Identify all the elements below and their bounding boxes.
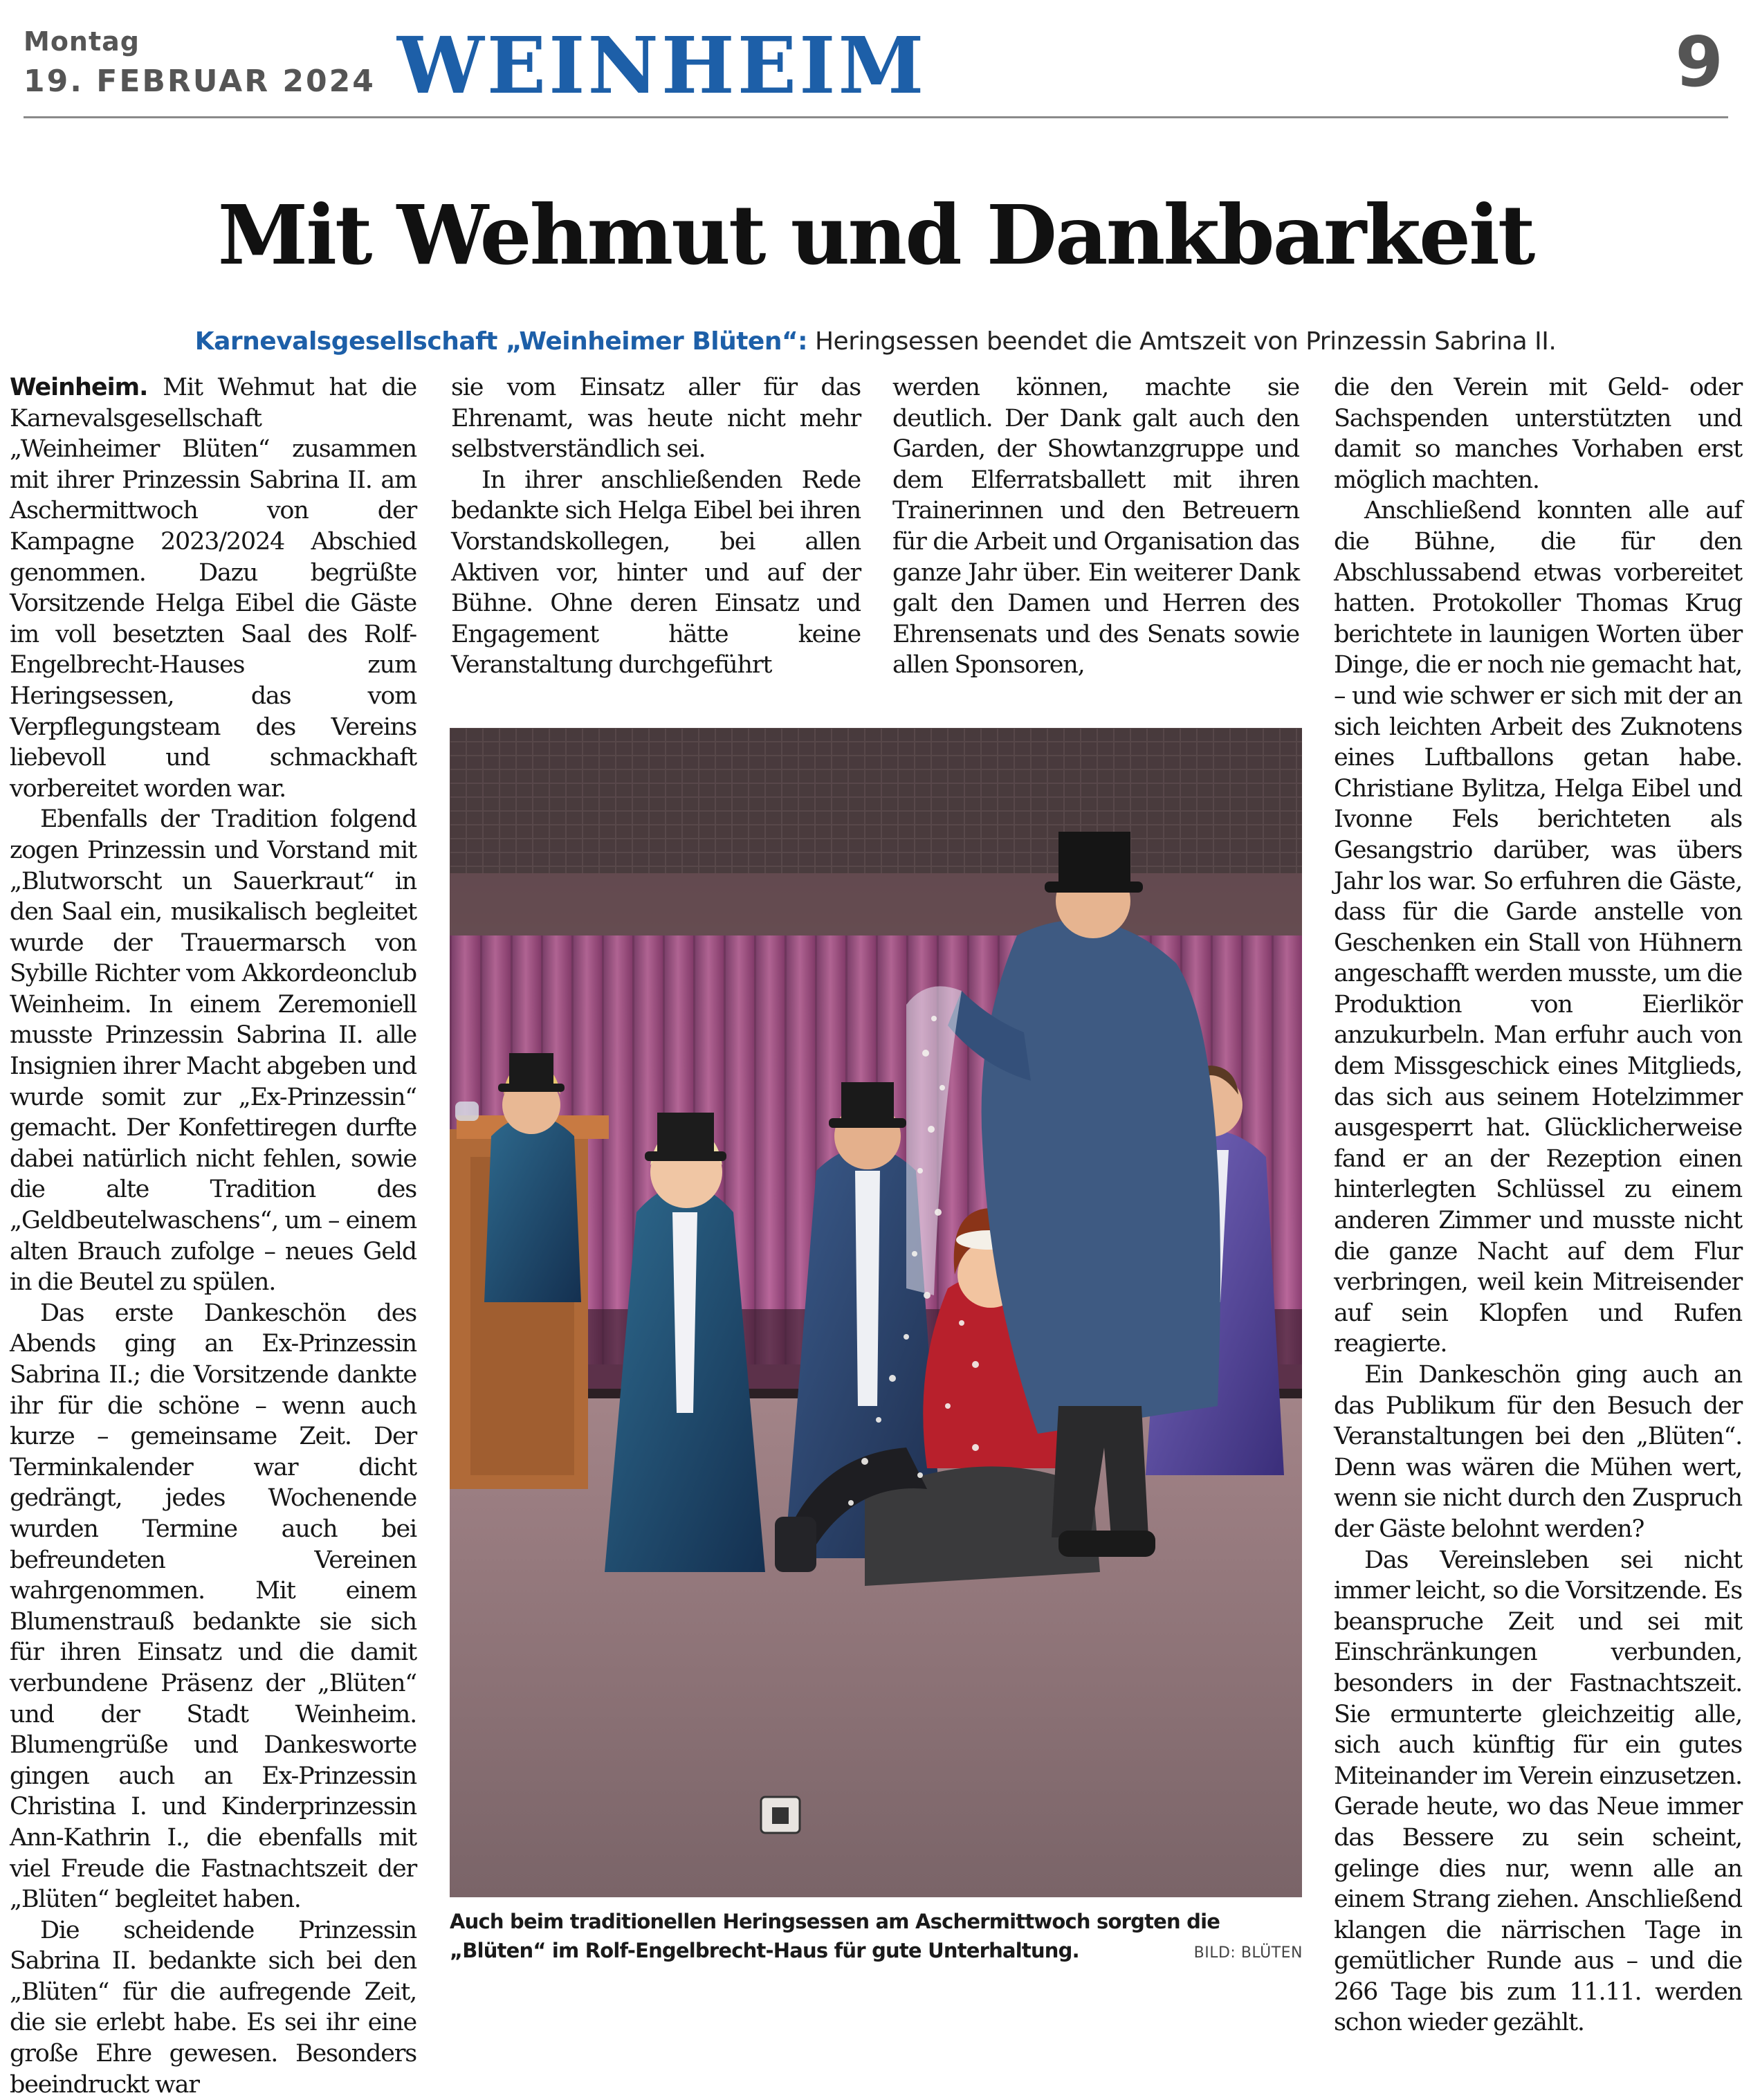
paragraph: In ihrer anschließenden Rede bedankte sich Helga Eibel bei ihren Vorstandskollegen, bei allen Aktiven vor, hinter und auf der Bühne. Ohne deren Einsatz und Engagement hätte keine Veranstaltung durchgeführt [451,466,861,679]
text-column-2 [451,372,861,681]
paragraph: Die scheidende Prinzessin Sabrina II. bedankte sich bei den „Blüten“ für die aufregende Zeit, die sie erlebt habe. Es sei ihr eine große Ehre gewesen. Besonders beeindruckt war [10,1916,416,2099]
paragraph [10,372,416,804]
masthead [0,0,1751,125]
text-column-3 [892,372,1299,681]
issue-date: 19. FEBRUAR 2024 [24,64,376,99]
article-subhead [0,325,1751,358]
article-kicker: Karnevalsgesellschaft „Weinheimer Blüten“: [194,327,808,356]
header-rule [24,116,1728,118]
section-title: WEINHEIM [397,21,927,111]
dateline: Weinheim. [10,374,148,401]
paragraph: Ein Dankeschön ging auch an das Publikum für den Besuch der Veranstaltungen bei den „Blüten“. Denn was wären die Mühen wert, wenn sie nicht durch den Zuspruch der Gäste belohnt werden? [1334,1361,1742,1543]
issue-weekday: Montag [24,26,140,57]
article-headline: Mit Wehmut und Dankbarkeit [217,187,1534,283]
article-photo [450,728,1302,1897]
page-number: 9 [1675,21,1723,102]
photo-credit: BILD: BLÜTEN [1193,1944,1303,1962]
paragraph: Anschließend konnten alle auf die Bühne, die für den Abschlussabend etwas vorbereitet hatten. Protokoller Thomas Krug berichtete in launigen Worten über Dinge, die er noch nie gemacht hat, – und wie schwer er sich mit der an sich leichten Arbeit des Zuknotens eines Luftballons getan habe. Christiane Bylitza, Helga Eibel und Ivonne Fels berichteten als Gesangstrio darüber, was übers Jahr los war. So erfuhren die Gäste, dass für die Garde anstelle von Geschenken ein Stall von Hühnern angeschafft werden musste, um die Produktion von Eierlikör anzukurbeln. Man erfuhr auch von dem Missgeschick eines Mitglieds, das sich aus seinem Hotelzimmer ausgesperrt hat. Glücklicherweise fand er an der Rezeption einen hinterlegten Schlüssel zu einem anderen Zimmer und musste nicht die ganze Nacht auf dem Flur verbringen, weil kein Mitreisender auf sein Klopfen und Rufen reagierte. [1334,497,1742,1358]
paragraph: Das Vereinsleben sei nicht immer leicht, so die Vorsitzende. Es beanspruche Zeit und sei mit Einschränkungen verbunden, besonders in der Fastnachtszeit. Sie ermunterte gleichzeitig alle, sich auch künftig für ein gutes Miteinander im Verein einzusetzen. Gerade heute, wo das Neue immer das Bessere zu sein scheint, gelinge dies nur, wenn alle an einem Strang ziehen. Anschließend klangen die närrischen Tage in gemütlicher Runde aus – und die 266 Tage bis zum 11.11. werden schon wieder gezählt. [1334,1546,1742,2037]
article-subhead-text: Heringsessen beendet die Amtszeit von Prinzessin Sabrina II. [807,327,1557,356]
paragraph: werden können, machte sie deutlich. Der Dank galt auch den Garden, der Showtanzgruppe und dem Elferratsballett mit ihren Trainerinnen und den Betreuern für die Arbeit und Organisation das ganze Jahr über. Ein weiterer Dank galt den Damen und Herren des Ehrensenats und des Senats sowie allen Sponsoren, [892,374,1299,679]
paragraph-text: Mit Wehmut hat die Karnevalsgesellschaft „Weinheimer Blüten“ zusammen mit ihrer Prinzessin Sabrina II. am Aschermittwoch von der Kampagne 2023/2024 Abschied genommen. Dazu begrüßte Vorsitzende Helga Eibel die Gäste im voll besetzten Saal des Rolf-Engelbrecht-Hauses zum Heringsessen, das vom Verpflegungsteam des Vereins liebevoll und schmackhaft vorbereitet worden war. [10,374,416,803]
stage-scene-illustration [450,728,1302,1897]
paragraph: die den Verein mit Geld- oder Sachspenden unterstützten und damit so manches Vorhaben erst möglich machten. [1334,374,1742,494]
paragraph: Das erste Dankeschön des Abends ging an Ex-Prinzessin Sabrina II.; die Vorsitzende dankte ihr für die schöne – wenn auch kurze – gemeinsame Zeit. Der Terminkalender war dicht gedrängt, jedes Wochenende wurden Termine auch bei befreundeten Vereinen wahrgenommen. Mit einem Blumenstrauß bedankte sie sich für ihren Einsatz und die damit verbundene Präsenz der „Blüten“ und der Stadt Weinheim. Blumengrüße und Dankesworte gingen auch an Ex-Prinzessin Christina I. und Kinderprinzessin Ann-Kathrin I., die ebenfalls mit viel Freude die Fastnachtszeit der „Blüten“ begleitet haben. [10,1299,416,1914]
paragraph: sie vom Einsatz aller für das Ehrenamt, was heute nicht mehr selbstverständlich sei. [451,374,861,464]
paragraph: Ebenfalls der Tradition folgend zogen Prinzessin und Vorstand mit „Blutworscht un Sauerkraut“ in den Saal ein, musikalisch begleitet wurde der Trauermarsch von Sybille Richter vom Akkordeonclub Weinheim. In einem Zeremoniell musste Prinzessin Sabrina II. alle Insignien ihrer Macht abgeben und wurde somit zur „Ex-Prinzessin“ gemacht. Der Konfettiregen durfte dabei natürlich nicht fehlen, sowie die alte Tradition des „Geldbeutelwaschens“, um – einem alten Brauch zufolge – neues Geld in die Beutel zu spülen. [10,805,416,1297]
text-column-4 [1334,372,1742,2038]
text-column-1 [10,372,416,2100]
photo-caption: Auch beim traditionellen Heringsessen am Aschermittwoch sorgten die „Blüten“ im Rolf-Engelbrecht-Haus für gute Unterhaltung. [450,1910,1220,1962]
